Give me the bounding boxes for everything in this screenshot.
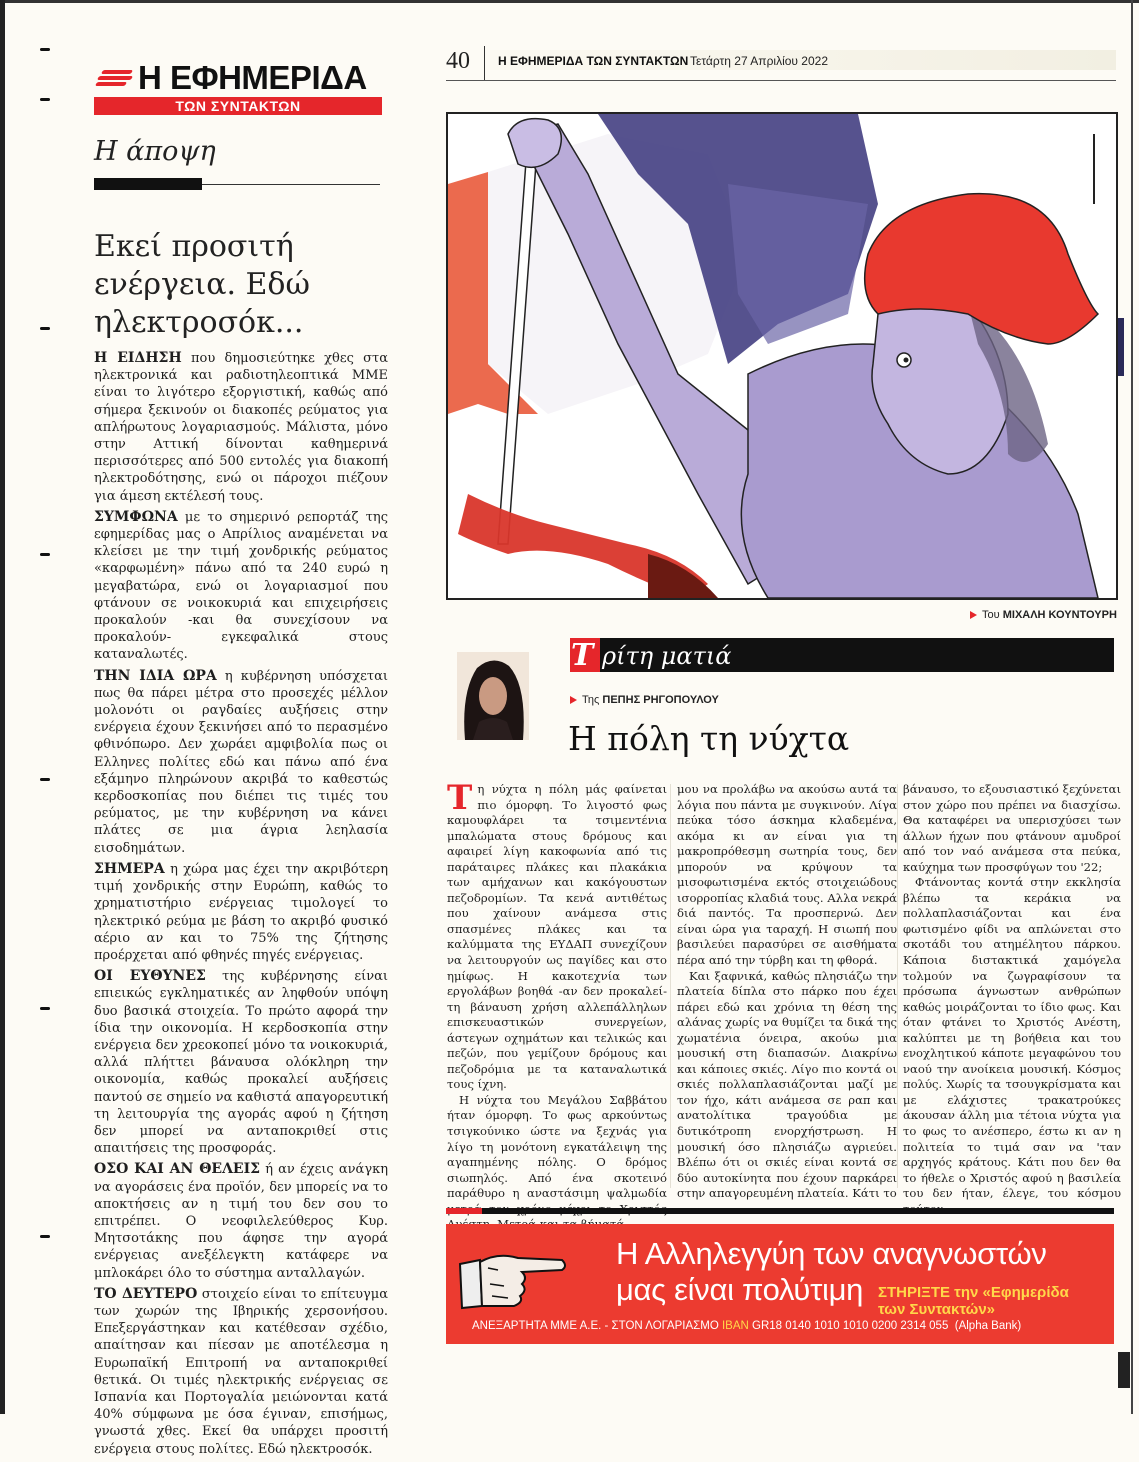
paragraph-lead: ΤΗΝ ΙΔΙΑ ΩΡΑ [94, 667, 217, 684]
ad-support-text: ΣΤΗΡΙΞΤΕ την «Εφημερίδα των Συντακτών» [878, 1284, 1069, 1318]
drop-cap: Τ [447, 778, 473, 818]
paragraph-lead: ΟΙ ΕΥΘΥΝΕΣ [94, 968, 206, 985]
oped-paragraph [94, 1161, 388, 1281]
paragraph-text: με το σημερινό ρεπορτάζ της εφημερίδας μας ο Απρίλιος αναμένεται να κλείσει με την τιμή χονδρικής ρεύματος «καρφωμένη» πάνω από τα 240 ευρώ η μεγαβατώρα, ενώ οι λογαριασμοί που φτάνουν σε νοικοκυριά και επιχειρήσεις προκαλούν -και θα συνεχίσουν να προκαλούν- εγκεφαλικά στους καταναλωτές. [94, 509, 388, 663]
logo-stripes-icon [94, 68, 132, 88]
paragraph-lead: ΤΟ ΔΕΥΤΕΡΟ [94, 1285, 198, 1302]
column-paragraph: βάναυσο, το εξουσιαστικό ξεχύνεται στον χώρο που πρέπει να διασχίσω. Θα καταφέρει να υπερισχύσει των άλλων ήχων που φτάνουν αμυδροί από τον ναό ανάμεσα στα πεύκα, καύχημα των προσφύγων του '22; [903, 782, 1121, 874]
paragraph-text: η νύχτα η πόλη μάς φαίνεται πιο όμορφη. Το λιγοστό φως καμουφλάρει τα τσιμεντένια μπαλώματα στους δρόμους και αφαιρεί λίγη κακοφωνία από τις παράταιρες πλάκες και πλακάκια των αμήχανων και κακόγουστων πεζοδρομίων. Τα κενά αντιθέτως που χαίνουν ανάμεσα στις σπασμένες πλάκες και τα καλύμματα της ΕΥΔΑΠ συνεχίζουν να λειτουργούν ως παγίδες και στο ημίφως. Η κακοτεχνία των εργολάβων βοηθά -αν δεν προκαλεί- τη βάναυση χρήση αλλεπάλληλων επισκευαστικών συνεργείων, άστεγων οχημάτων και τελικώς και πεζών, που γεμίζουν δρόμους και πεζοδρόμια με τα καταναλωτικά τους ίχνη. [447, 782, 667, 1092]
logo-subtitle: ΤΩΝ ΣΥΝΤΑΚΤΩΝ [94, 97, 382, 115]
ad-divider [446, 1208, 1114, 1214]
column-paragraph: μου να προλάβω να ακούσω αυτά τα λόγια που πάντα με συγκινούν. Λίγα πεύκα τόσο άσκημα κλαδεμένα, ακόμα κι αν είναι για τη μακροπρόθεσμη σωτηρία τους, δεν μπορούν να κρύψουν τα μισοφωτισμένα εκτός στοιχειώδους ισορροπίας κλαδιά τους. Αλλα νεκρά διά παντός. Τα προσπερνώ. Δεν είναι ώρα για ταραχή. Η σιωπή που βασιλεύει παρασύρει σε αισθήματα πέρα από την τύρβη και τη φθορά. [677, 782, 897, 968]
ribbon-shadow [648, 554, 718, 598]
paragraph-lead: ΣΥΜΦΩΝΑ [94, 508, 178, 525]
registration-mark [40, 1235, 50, 1238]
credit-name: ΜΙΧΑΛΗ ΚΟΥΝΤΟΥΡΗ [1002, 609, 1117, 621]
column-separator [897, 784, 898, 1188]
registration-mark [40, 98, 50, 101]
column-headline: Η πόλη τη νύχτα [568, 719, 850, 758]
logo-title: Η ΕΦΗΜΕΡΙΔΑ [138, 59, 367, 96]
cartoon-credit [970, 609, 1117, 621]
iban-label: IBAN [721, 1320, 749, 1332]
paragraph-text: που δημοσιεύτηκε χθες στα ηλεκτρονικά και ραδιοτηλεοπτικά ΜΜΕ είναι το λιγότερο εξοργιστική, καθώς από σήμερα ξεκινούν οι διακοπές ρεύματος για απλήρωτους λογαριασμούς. Μάλιστα, μόνο στην Αττική δίνονται καθημερινά περισσότερες από 500 εντολές για διακοπή ηλεκτροδότησης, ενώ οι πάροχοι πιέζουν για άμεση εκτέλεσή τους. [94, 351, 388, 504]
triangle-bullet-icon [970, 611, 977, 619]
column-title-initial: Τ [571, 638, 594, 673]
triangle-bullet-icon [570, 696, 577, 704]
oped-headline: Εκεί προσιτή ενέργεια. Εδώ ηλεκτροσόκ... [94, 229, 310, 340]
figure-pupil [904, 358, 909, 363]
section-divider [94, 178, 202, 190]
ad-divider-accent [446, 1208, 482, 1214]
paragraph-lead: Η ΕΙΔΗΣΗ [94, 350, 182, 366]
oped-paragraph [94, 668, 388, 857]
registration-mark [40, 48, 50, 51]
paragraph-text: της κυβέρνησης είναι επιεικώς εγκληματικές αν ληφθούν υπόψη δυο βασικά στοιχεία. Το πρώτο αφορά την ίδια την οικονομία. Η κερδοσκοπία στην ενέργεια δεν χρεοκοπεί μόνο τα νοικοκυριά, αλλά πλήττει βάναυσα ολόκληρη την οικονομία, καθώς προκαλεί αυξήσεις παντού σε σημείο να καθιστά απαγορευτική τη λειτουργία της αγοράς αφού η ζήτηση δεν μπορεί να ανταποκριθεί στις απαιτήσεις της προσφοράς. [94, 969, 388, 1157]
scan-edge-right [1131, 0, 1133, 1414]
header-divider [484, 46, 485, 80]
solidarity-ad[interactable] [446, 1224, 1114, 1344]
credit-prefix: Του [982, 609, 1000, 621]
paragraph-text: η κυβέρνηση υπόσχεται πως θα πάρει μέτρα στο προσεχές μέλλον μολονότι οι ραγδαίες αυξήσεις στην ενέργεια έχουν ξεκινήσει από το περασμένο φθινόπωρο. Δεν χωράει αμφιβολία πως οι Ελληνες πολίτες εδώ και πάνω από ένα εξάμηνο πληρώνουν ακριβά το καθεστώς κερδοσκοπίας που διέπει τις τιμές του ρεύματος, με την κυβέρνηση να κάνει πλάτες σε μια άγρια λεηλασία εισοδημάτων. [94, 668, 388, 856]
column-title: ρίτη ματιά [602, 642, 732, 670]
oped-paragraph [94, 350, 388, 505]
portrait-face [479, 677, 507, 715]
portrait-image [457, 652, 529, 740]
registration-mark [40, 327, 50, 330]
bank-name: (Alpha Bank) [954, 1320, 1022, 1332]
column-text-col-3 [903, 782, 1121, 1217]
scan-edge-top [0, 0, 1139, 3]
paragraph-lead: ΟΣΟ ΚΑΙ ΑΝ ΘΕΛΕΙΣ [94, 1161, 261, 1178]
ad-headline-line-1: Η Αλληλεγγύη των αναγνωστών [616, 1236, 1047, 1271]
pointing-hand-icon [458, 1244, 568, 1314]
registration-mark [40, 778, 50, 781]
oped-body [94, 350, 388, 1462]
column-paragraph: Η νύχτα του Μεγάλου Σαββάτου ήταν όμορφη. Το φως αρκούντως τσιγκούνικο ώστε να ξεχνάς για λίγο τη μονότονη εγκατάλειψη της αγαπημένης πόλης. Ο δρόμος σιωπηλός. Από ένα σκοτεινό παράθυρο η αναστάσιμη ψαλμωδία [447, 1092, 667, 1201]
paragraph-text: ή αν έχεις ανάγκη να αγοράσεις ένα προϊόν, δεν μπορείς να το αποκτήσεις αν η τιμή του δεν σου το επιτρέπει. Ο νεοφιλελεύθερος Κυρ. Μητσοτάκης που άφησε την αγορά ενέργειας ανεξέλεγκτη κατάφερε να μπλοκάρει όλο το σύστημα ανταλλαγών. [94, 1162, 389, 1281]
author-name: ΠΕΠΗΣ ΡΗΓΟΠΟΥΛΟΥ [602, 694, 719, 706]
column-paragraph [447, 778, 667, 1093]
header-date: Τετάρτη 27 Απριλίου 2022 [690, 54, 828, 68]
newspaper-logo [94, 60, 382, 120]
ad-headline-line-2: μας είναι πολύτιμη [616, 1272, 864, 1307]
paragraph-text: στοιχείο είναι το επίτευγμα των χωρών της Ιβηρικής χερσονήσου. Επεξεργάστηκαν και κατέθεσαν σχέδιο, απαίτησαν και πίεσαν με αποτέλεσμα η Ευρωπαϊκή Επιτροπή να ανταποκριθεί θετικά. Οι τιμές ηλεκτρικής ενέργειας σε Ισπανία και Πορτογαλία μειώνονται κατά 40% σύμφωνα με όσα έγιναν, επισήμως, γνωστά χθες. Εκεί θα υπάρχει προσιτή ενέργεια στους πολίτες. Εδώ ηλεκτροσόκ. [94, 1286, 389, 1457]
oped-paragraph [94, 861, 388, 964]
oped-paragraph [94, 509, 388, 664]
header-paper-name: Η ΕΦΗΜΕΡΙΔΑ ΤΩΝ ΣΥΝΤΑΚΤΩΝ [498, 54, 689, 68]
oped-paragraph [94, 1286, 388, 1458]
cartoon-drawing [448, 114, 1116, 598]
author-portrait [457, 652, 529, 740]
cartoon-illustration [446, 112, 1118, 600]
column-paragraph: Και ξαφνικά, καθώς πλησιάζω την πλατεία δίπλα στο πάρκο που έχει πάρει εδώ και χρόνια τη θέση της αλάνας χωρίς να θυμίζει τα δικά της χωματένια όνειρα, ακούω μια μουσική στη διαπασών. Διακρίνω και κάποιες σκιές. Λίγο πιο κοντά οι σκιές πολλαπλασιάζονται μαζί με τον ήχο, κάτι ανάμεσα σε ραπ και ανατολίτικα τραγούδια με δυτικότροπη ενορχήστρωση. Η μουσική όσο πλησιάζω αγριεύει. Βλέπω ότι οι σκιές είναι κοντά σε δύο αυτοκίνητα που έχουν παρκάρει στην απαγορευμένη πλατεία. Κάτι το [677, 968, 897, 1201]
ad-bank-details [472, 1320, 1021, 1332]
column-author [570, 694, 719, 706]
column-text-col-2 [677, 782, 897, 1202]
registration-mark [40, 553, 50, 556]
header-rule [446, 80, 1116, 81]
author-prefix: Της [582, 694, 600, 706]
paragraph-text: η χώρα μας έχει την ακριβότερη τιμή χονδρικής στην Ευρώπη, καθώς το χρηματιστήριο ενέργειας τιμολογεί το ηλεκτρικό ρεύμα με βάση το ακριβό φυσικό αέριο αν και το 75% της ζήτησης προέρχεται από φθηνές πηγές ενέργειας. [94, 861, 388, 963]
registration-mark [40, 1007, 50, 1010]
scan-corner-mark [1118, 1352, 1130, 1388]
section-title: Η άποψη [94, 136, 216, 167]
bank-prefix: ΑΝΕΞΑΡΤΗΤΑ ΜΜΕ Α.Ε. - ΣΤΟΝ ΛΟΓΑΡΙΑΣΜΟ [472, 1320, 719, 1332]
scan-edge-left [0, 0, 5, 1414]
iban-number[interactable]: GR18 0140 1010 1010 0200 2314 055 [752, 1320, 949, 1332]
oped-paragraph [94, 968, 388, 1157]
column-text-col-1 [447, 778, 667, 1233]
paragraph-lead: ΣΗΜΕΡΑ [94, 860, 165, 877]
column-separator [670, 784, 671, 1188]
page-number: 40 [446, 48, 470, 74]
section-divider-line [202, 184, 380, 185]
column-paragraph: Φτάνοντας κοντά στην εκκλησία βλέπω τα κεράκια να πολλαπλασιάζονται και ένα φωτισμένο φίδι να απλώνεται στο σκοτάδι του ατημέλητου πάρκου. Κάποια διστακτικά χαμόγελα τολμούν να ζωγραφίσουν τα πρόσωπα άγνωστων ανθρώπων καθώς μοιράζονται το ίδιο φως. Και όταν φτάνει το Χριστός Ανέστη, καλύπτει με τη βοήθεια και του ενοχλητικού κάποτε μεγαφώνου του ναού την ανοίκεια μουσική. Κόσμος πολύς. Χωρίς τα τσουγκρίσματα και με ελάχιστες τρακατρούκες άκουσαν άλλη μια τέτοια νύχτα για το φως το ανέσπερο, έστω κι αν η πολιτεία το τιμά σαν να 'ταν αρχηγός κράτους. Κάτι που δεν θα το ήθελε ο Χριστός αφού η βασιλεία του δεν ήταν, έλεγε, του κόσμου [903, 875, 1121, 1201]
